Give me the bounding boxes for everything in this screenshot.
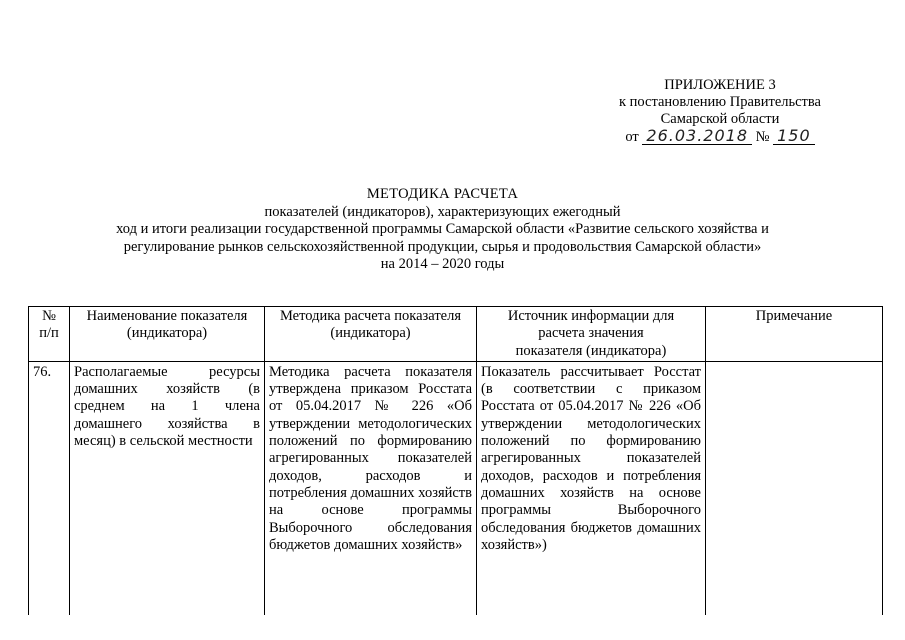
appendix-title: ПРИЛОЖЕНИЕ 3: [664, 77, 776, 93]
handwritten-date: 26.03.2018: [642, 128, 752, 145]
row-method: Методика расчета показателя утверждена приказом Росстата от 05.04.2017 № 226 «Об утверждении методологических положений по формированию агрегированных показателей доходов, расходов и потребления домашних хозяйств на основе программы Выборочного обследования бюджетов домашних хозяйств»: [265, 361, 477, 615]
document-title-block: [60, 186, 825, 274]
header-number: № п/п: [29, 307, 70, 362]
document-subtitle-line3: регулирование рынков сельскохозяйственной продукции, сырья и продовольствия Самарской области»: [123, 238, 762, 255]
row-source: Показатель рассчитывает Росстат (в соответствии с приказом Росстата от 05.04.2017 № 226 «Об утверждении методологических положений по формированию агрегированных показателей доходов, расходов и потребления домашних хозяйств на основе программы Выборочного обследования бюджетов домашних хозяйств»): [477, 361, 706, 615]
document-title: МЕТОДИКА РАСЧЕТА: [366, 186, 519, 202]
row-note: [706, 361, 883, 615]
number-prefix: №: [755, 129, 770, 145]
appendix-resolution: к постановлению Правительства: [619, 94, 821, 110]
indicator-table: [28, 306, 883, 615]
header-source: Источник информации для расчета значения показателя (индикатора): [477, 307, 706, 362]
header-note: Примечание: [706, 307, 883, 362]
handwritten-number: 150: [773, 128, 815, 145]
document-subtitle-line1: показателей (индикаторов), характеризующих ежегодный: [264, 203, 621, 220]
date-prefix: от: [625, 129, 639, 145]
document-subtitle-line4: на 2014 – 2020 годы: [380, 256, 505, 272]
header-method: Методика расчета показателя (индикатора): [265, 307, 477, 362]
row-number: 76.: [29, 361, 70, 615]
document-subtitle-line2: ход и итоги реализации государственной программы Самарской области «Развитие сельского хозяйства и: [116, 221, 769, 237]
table-row: [29, 361, 883, 615]
row-indicator-name: Располагаемые ресурсы домашних хозяйств (в среднем на 1 члена домашнего хозяйства в месяц) в сельской местности: [70, 361, 265, 615]
header-indicator-name: Наименование показателя (индикатора): [70, 307, 265, 362]
appendix-date-line: [560, 128, 880, 146]
appendix-header: [560, 77, 880, 146]
table-header-row: [29, 307, 883, 362]
appendix-region: Самарской области: [660, 111, 780, 127]
